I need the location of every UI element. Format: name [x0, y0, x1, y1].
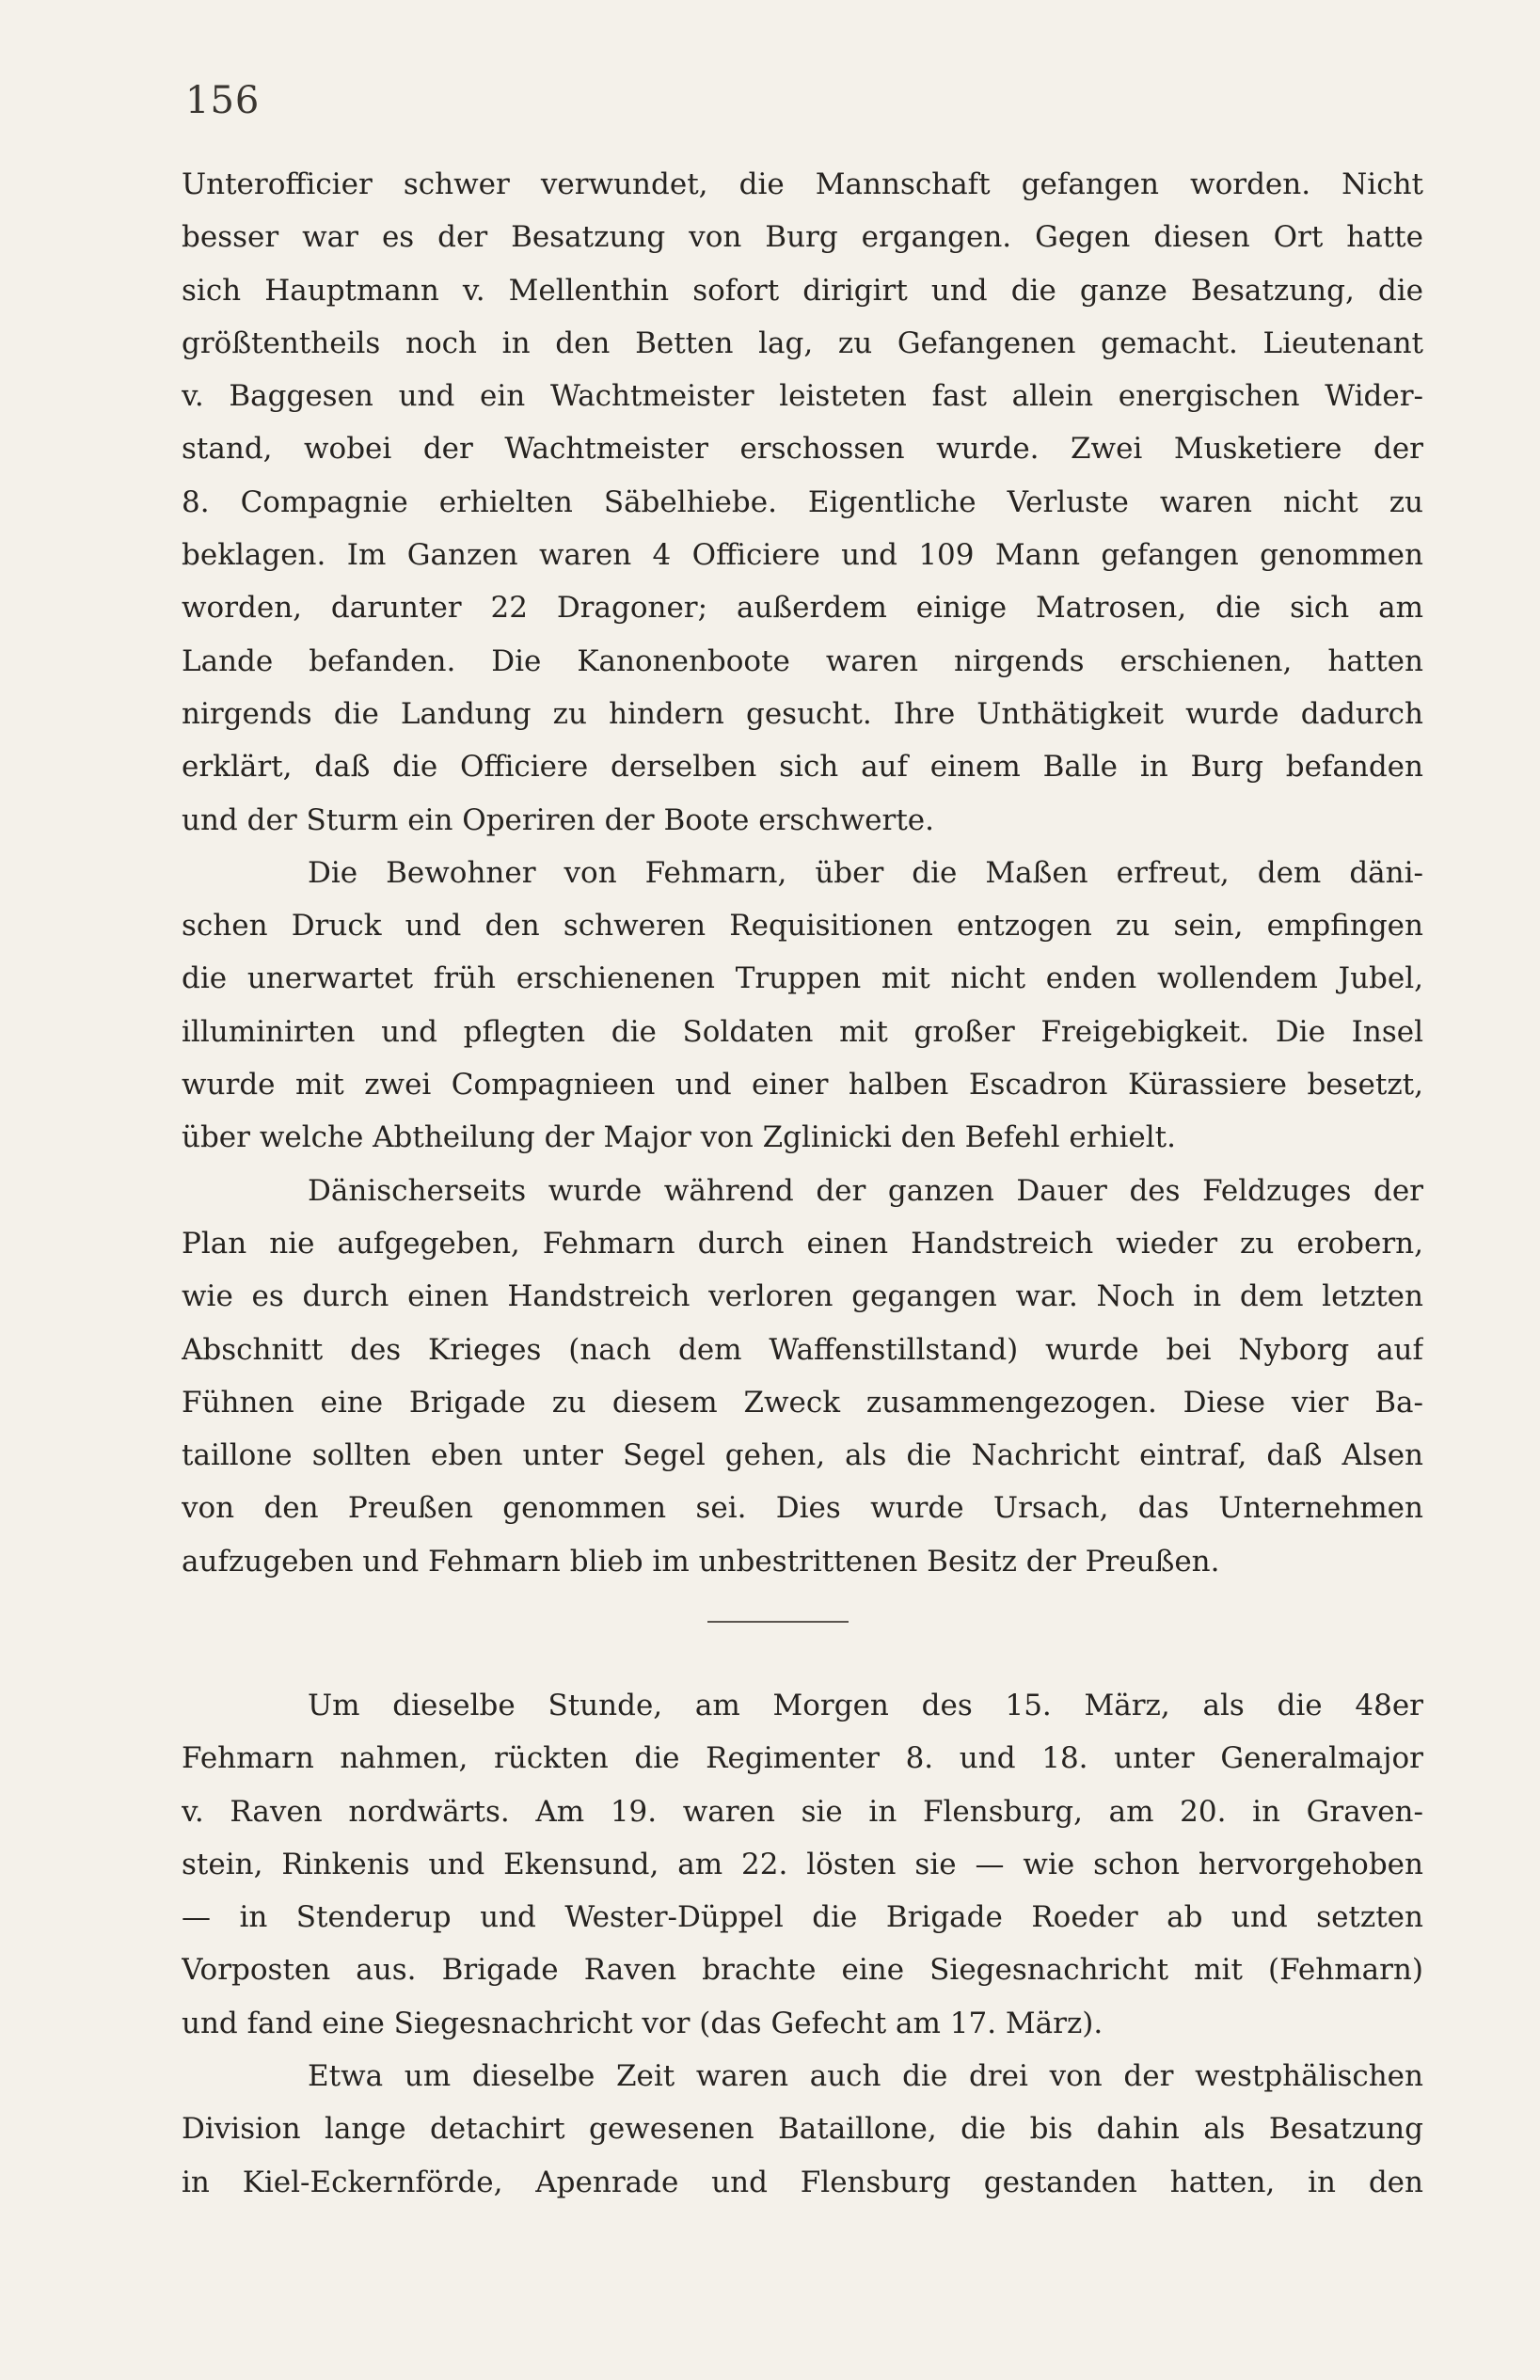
text-line: Die Bewohner von Fehmarn, über die Maßen erfreut, dem däni- — [308, 855, 1423, 890]
text-line: besser war es der Besatzung von Burg ergangen. Gegen diesen Ort hatte — [182, 220, 1423, 255]
text-line: und fand eine Siegesnachricht vor (das Gefecht am 17. März). — [182, 2006, 1103, 2040]
text-line: aufzugeben und Fehmarn blieb im unbestrittenen Besitz der Preußen. — [182, 1544, 1220, 1579]
text-line: Lande befanden. Die Kanonenboote waren nirgends erschienen, hatten — [182, 643, 1423, 678]
text-line: größtentheils noch in den Betten lag, zu Gefangenen gemacht. Lieutenant — [182, 325, 1423, 360]
text-line: illuminirten und pflegten die Soldaten mit großer Freigebigkeit. Die Insel — [182, 1014, 1423, 1049]
text-line: wurde mit zwei Compagnieen und einer halben Escadron Kürassiere besetzt, — [182, 1068, 1423, 1103]
page-number: 156 — [185, 79, 261, 122]
text-line: Division lange detachirt gewesenen Bataillone, die bis dahin als Besatzung — [182, 2112, 1423, 2147]
section-divider — [707, 1621, 849, 1623]
text-line: und der Sturm ein Operiren der Boote erschwerte. — [182, 802, 935, 837]
text-line: Fehmarn nahmen, rückten die Regimenter 8. und 18. unter Generalmajor — [182, 1741, 1423, 1776]
text-line: worden, darunter 22 Dragoner; außerdem einige Matrosen, die sich am — [182, 591, 1423, 626]
text-line: Dänischerseits wurde während der ganzen Dauer des Feldzuges der — [308, 1173, 1423, 1208]
text-line: taillone sollten eben unter Segel gehen, als die Nachricht eintraf, daß Alsen — [182, 1438, 1423, 1473]
text-line: stein, Rinkenis und Ekensund, am 22. lösten sie — wie schon hervorgehoben — [182, 1847, 1423, 1881]
text-line: 8. Compagnie erhielten Säbelhiebe. Eigentliche Verluste waren nicht zu — [182, 484, 1423, 519]
text-line: Etwa um dieselbe Zeit waren auch die drei von der westphälischen — [308, 2059, 1423, 2094]
text-line: über welche Abtheilung der Major von Zglinicki den Befehl erhielt. — [182, 1120, 1176, 1155]
text-line: wie es durch einen Handstreich verloren gegangen war. Noch in dem letzten — [182, 1279, 1423, 1314]
text-line: Unterofficier schwer verwundet, die Mannschaft gefangen worden. Nicht — [182, 167, 1423, 201]
text-line: Um dieselbe Stunde, am Morgen des 15. März, als die 48er — [308, 1689, 1423, 1722]
text-line: die unerwartet früh erschienenen Truppen mit nicht enden wollendem Jubel, — [182, 961, 1423, 996]
text-line: Vorposten aus. Brigade Raven brachte eine Siegesnachricht mit (Fehmarn) — [182, 1953, 1423, 1988]
text-line: von den Preußen genommen sei. Dies wurde Ursach, das Unternehmen — [182, 1491, 1423, 1526]
text-line: in Kiel-Eckernförde, Apenrade und Flensburg gestanden hatten, in den — [182, 2165, 1423, 2199]
text-line: Plan nie aufgegeben, Fehmarn durch einen Handstreich wieder zu erobern, — [182, 1226, 1423, 1261]
text-line: v. Baggesen und ein Wachtmeister leisteten fast allein energischen Wider- — [182, 379, 1423, 414]
text-line: nirgends die Landung zu hindern gesucht. Ihre Unthätigkeit wurde dadurch — [182, 696, 1423, 731]
text-line: v. Raven nordwärts. Am 19. waren sie in Flensburg, am 20. in Graven- — [182, 1794, 1423, 1829]
text-line: beklagen. Im Ganzen waren 4 Officiere und 109 Mann gefangen genommen — [182, 538, 1423, 573]
text-line: stand, wobei der Wachtmeister erschossen wurde. Zwei Musketiere der — [182, 432, 1423, 467]
text-line: — in Stenderup und Wester-Düppel die Brigade Roeder ab und setzten — [182, 1900, 1423, 1935]
text-section-2 — [182, 1679, 1423, 2209]
text-line: sich Hauptmann v. Mellenthin sofort dirigirt und die ganze Besatzung, die — [182, 273, 1423, 308]
text-line: Fühnen eine Brigade zu diesem Zweck zusammengezogen. Diese vier Ba- — [182, 1385, 1423, 1420]
text-line: Abschnitt des Krieges (nach dem Waffenstillstand) wurde bei Nyborg auf — [182, 1332, 1423, 1367]
text-section-1 — [182, 158, 1423, 1588]
text-line: erklärt, daß die Officiere derselben sich auf einem Balle in Burg befanden — [182, 750, 1423, 785]
text-line: schen Druck und den schweren Requisitionen entzogen zu sein, empfingen — [182, 909, 1423, 944]
